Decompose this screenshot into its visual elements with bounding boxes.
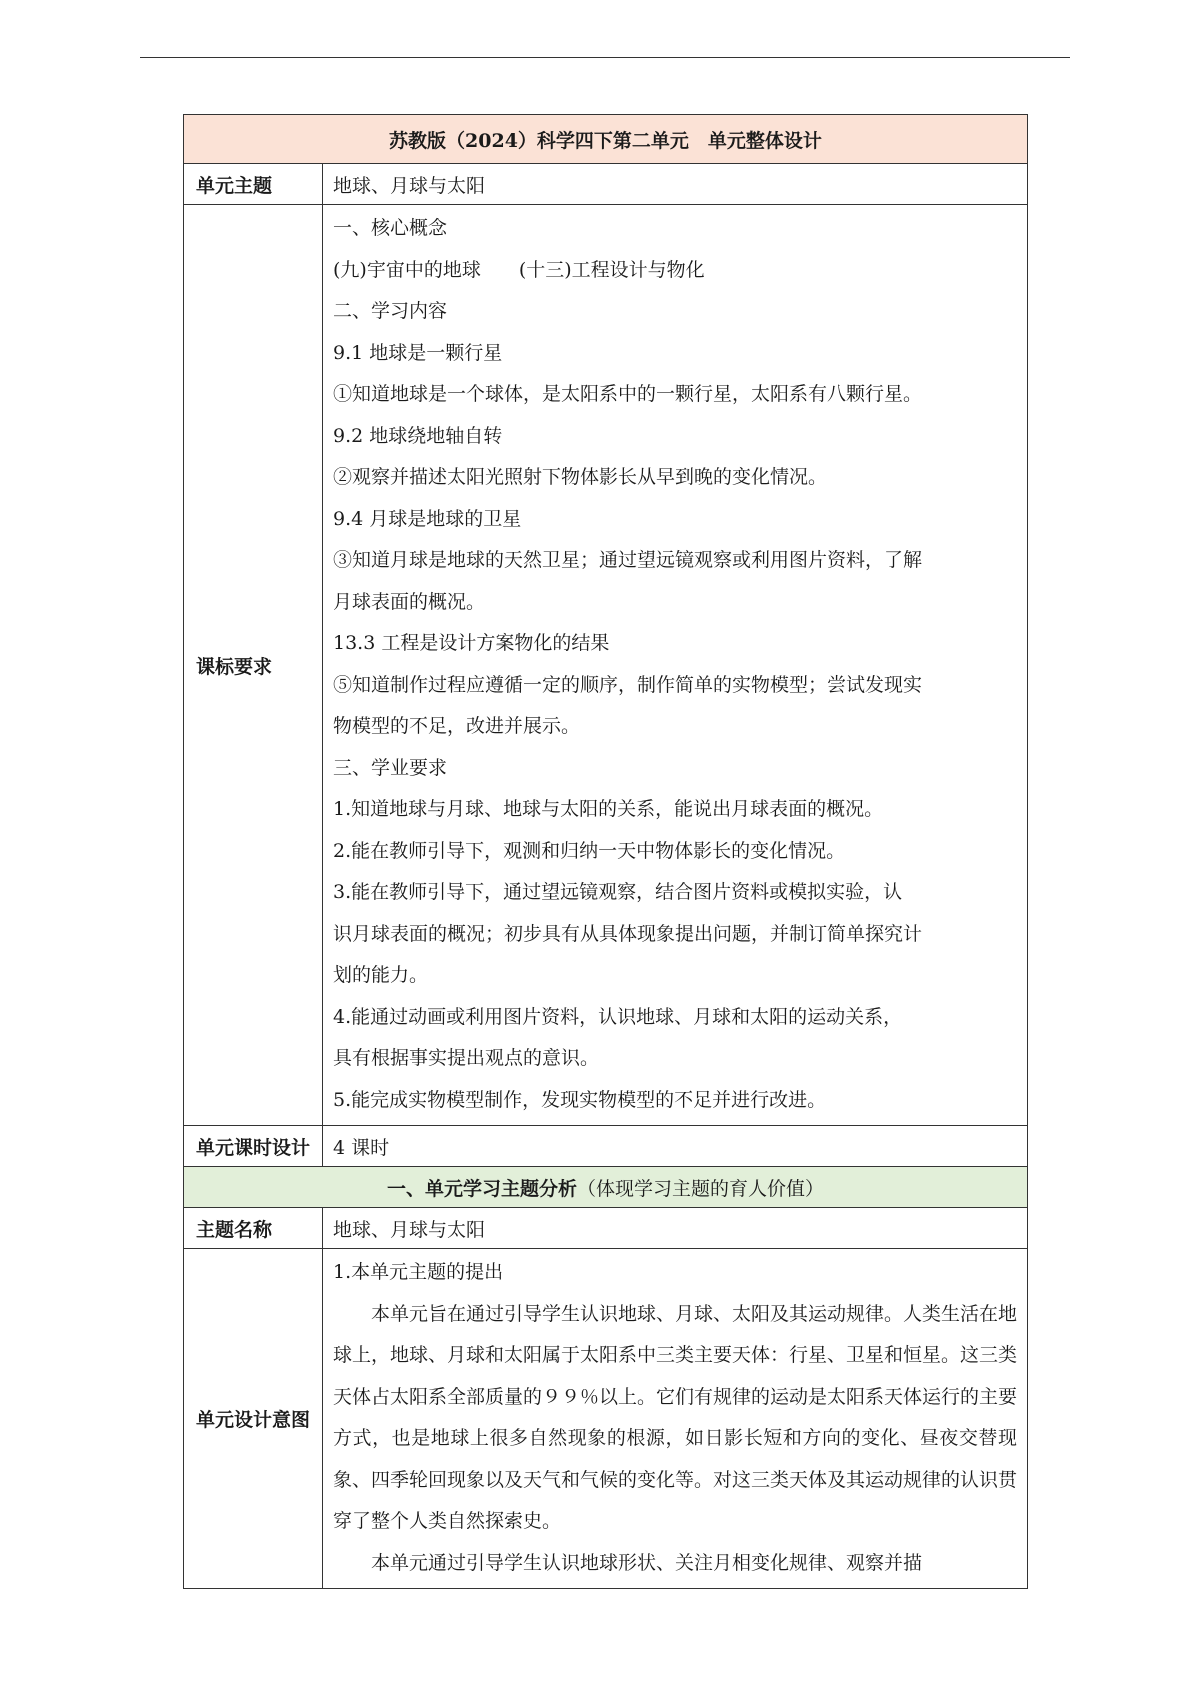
curriculum-line: ⑤知道制作过程应遵循一定的顺序，制作简单的实物模型；尝试发现实 (333, 673, 923, 696)
topic-name-label: 主题名称 (184, 1208, 323, 1249)
curriculum-line: 9.2 地球绕地轴自转 (333, 424, 503, 447)
unit-theme-value: 地球、月球与太阳 (323, 164, 1028, 205)
curriculum-line: 2.能在教师引导下，观测和归纳一天中物体影长的变化情况。 (333, 839, 846, 862)
curriculum-line: 识月球表面的概况；初步具有从具体现象提出问题，并制订简单探究计 (333, 922, 923, 945)
curriculum-line: (九)宇宙中的地球 (十三)工程设计与物化 (333, 258, 705, 281)
curriculum-line: 4.能通过动画或利用图片资料，认识地球、月球和太阳的运动关系， (333, 1005, 903, 1028)
design-intent-heading: 1.本单元主题的提出 (333, 1261, 504, 1283)
curriculum-line: 具有根据事实提出观点的意识。 (333, 1047, 600, 1069)
unit-design-table (183, 114, 1028, 1589)
curriculum-line: 一、核心概念 (333, 217, 448, 239)
curriculum-line: 9.1 地球是一颗行星 (333, 341, 503, 364)
curriculum-line: 13.3 工程是设计方案物化的结果 (333, 632, 610, 654)
curriculum-line: 物模型的不足，改进并展示。 (333, 715, 581, 737)
curriculum-line: 划的能力。 (333, 964, 429, 986)
section-header-row (184, 1167, 1028, 1208)
unit-theme-label: 单元主题 (184, 164, 323, 205)
curriculum-row (184, 205, 1028, 1126)
curriculum-line: 三、学业要求 (333, 756, 448, 779)
lessons-label: 单元课时设计 (184, 1126, 323, 1167)
design-intent-row (184, 1249, 1028, 1589)
document-title: 苏教版（2024）科学四下第二单元 单元整体设计 (184, 115, 1028, 164)
curriculum-content (323, 205, 1028, 1126)
title-row (184, 115, 1028, 164)
section-header-title: 一、单元学习主题分析 (386, 1177, 577, 1200)
section-header (184, 1167, 1028, 1208)
curriculum-line: 9.4 月球是地球的卫星 (333, 507, 522, 530)
topic-name-row (184, 1208, 1028, 1249)
curriculum-line: 1.知道地球与月球、地球与太阳的关系，能说出月球表面的概况。 (333, 798, 884, 820)
curriculum-line: 月球表面的概况。 (333, 590, 486, 613)
curriculum-line: ①知道地球是一个球体，是太阳系中的一颗行星，太阳系有八颗行星。 (333, 383, 923, 405)
design-intent-paragraph: 本单元旨在通过引导学生认识地球、月球、太阳及其运动规律。人类生活在地球上，地球、月球和太阳属于太阳系中三类主要天体：行星、卫星和恒星。这三类天体占太阳系全部质量的９９％以上。它们有规律的运动是太阳系天体运行的主要方式，也是地球上很多自然现象的根源，如日影长短和方向的变化、昼夜交替现象、四季轮回现象以及天气和气候的变化等。对这三类天体及其运动规律的认识贯穿了整个人类自然探索史。 (333, 1302, 1018, 1532)
curriculum-line: 3.能在教师引导下，通过望远镜观察，结合图片资料或模拟实验，认 (333, 881, 903, 903)
curriculum-line: 二、学习内容 (333, 300, 448, 322)
lessons-row (184, 1126, 1028, 1167)
header-rule (140, 57, 1070, 58)
design-intent-content (323, 1249, 1028, 1589)
section-header-note: （体现学习主题的育人价值） (577, 1177, 825, 1200)
curriculum-line: ②观察并描述太阳光照射下物体影长从早到晚的变化情况。 (333, 466, 828, 488)
curriculum-label: 课标要求 (184, 205, 323, 1126)
curriculum-line: 5.能完成实物模型制作，发现实物模型的不足并进行改进。 (333, 1088, 827, 1111)
topic-name-value: 地球、月球与太阳 (323, 1208, 1028, 1249)
curriculum-line: ③知道月球是地球的天然卫星；通过望远镜观察或利用图片资料，了解 (333, 549, 923, 571)
design-intent-paragraph: 本单元通过引导学生认识地球形状、关注月相变化规律、观察并描 (371, 1551, 923, 1574)
lessons-value: 4 课时 (323, 1126, 1028, 1167)
design-intent-label: 单元设计意图 (184, 1249, 323, 1589)
unit-theme-row (184, 164, 1028, 205)
